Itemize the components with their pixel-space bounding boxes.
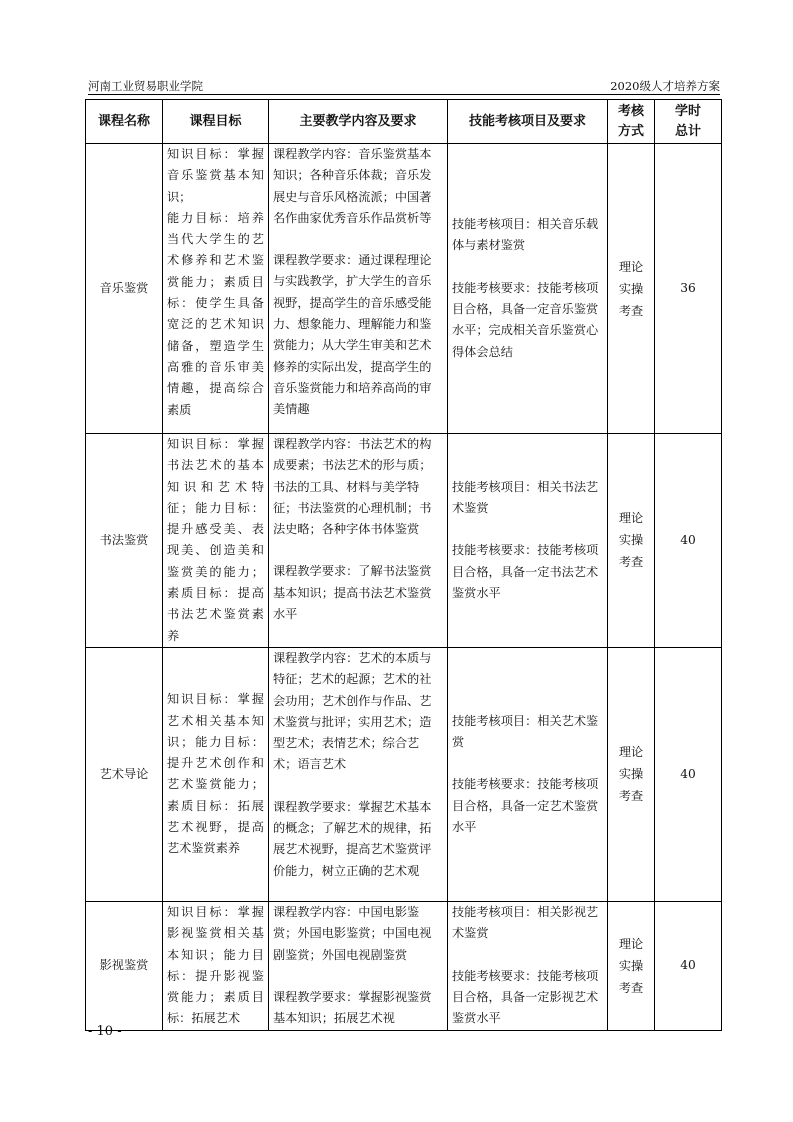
skill-assessment <box>448 434 608 648</box>
col-header-goal: 课程目标 <box>163 100 269 144</box>
skill-requirement-text: 技能考核要求：技能考核项目合格，具备一定音乐鉴赏水平；完成相关音乐鉴赏心得体会总结 <box>452 280 599 359</box>
course-name: 音乐鉴赏 <box>86 144 163 434</box>
skill-item-text: 技能考核项目：相关音乐载体与素材鉴赏 <box>452 217 599 253</box>
page-number: - 10 - <box>88 1024 122 1039</box>
skill-item-text: 技能考核项目：相关影视艺术鉴赏 <box>452 905 599 941</box>
course-goal: 知识目标：掌握艺术相关基本知识；能力目标：提升艺术创作和艺术鉴赏能力；素质目标：拓展艺术视野，提高艺术鉴赏素养 <box>163 647 269 901</box>
course-goal: 知识目标：掌握音乐鉴赏基本知识； 能力目标：培养当代大学生的艺术修养和艺术鉴赏能力；素质目标：使学生具备宽泛的艺术知识储备，塑造学生高雅的音乐审美情趣，提高综合素质 <box>163 144 269 434</box>
col-header-name: 课程名称 <box>86 100 163 144</box>
header-school-name: 河南工业贸易职业学院 <box>88 79 203 93</box>
skill-item-text: 技能考核项目：相关艺术鉴赏 <box>452 713 599 750</box>
exam-method: 理论 实操 考查 <box>608 434 655 648</box>
table-row <box>86 144 722 434</box>
course-content <box>269 647 448 901</box>
skill-assessment <box>448 647 608 901</box>
course-content <box>269 144 448 434</box>
skill-requirement-text: 技能考核要求：技能考核项目合格，具备一定艺术鉴赏水平 <box>452 777 599 834</box>
requirement-text: 课程教学要求：了解书法鉴赏基本知识；提高书法艺术鉴赏水平 <box>273 564 432 622</box>
page-header <box>88 76 720 95</box>
table-row <box>86 434 722 648</box>
course-name: 影视鉴赏 <box>86 901 163 1030</box>
col-header-skill: 技能考核项目及要求 <box>448 100 608 144</box>
exam-method: 理论 实操 考查 <box>608 144 655 434</box>
content-text: 课程教学内容：中国电影鉴赏；外国电影鉴赏；中国电视剧鉴赏；外国电视剧鉴赏 <box>273 904 432 962</box>
col-header-exam: 考核 方式 <box>608 100 655 144</box>
course-table <box>85 99 722 1031</box>
total-hours: 40 <box>655 901 722 1030</box>
skill-requirement-text: 技能考核要求：技能考核项目合格，具备一定影视艺术鉴赏水平 <box>452 968 599 1026</box>
table-header-row <box>86 100 722 144</box>
skill-requirement-text: 技能考核要求：技能考核项目合格，具备一定书法艺术鉴赏水平 <box>452 543 599 600</box>
course-content <box>269 901 448 1030</box>
skill-assessment <box>448 144 608 434</box>
requirement-text: 课程教学要求：掌握艺术基本的概念；了解艺术的规律，拓展艺术视野，提高艺术鉴赏评价能力，树立正确的艺术观 <box>273 799 432 878</box>
col-header-hours: 学时 总计 <box>655 100 722 144</box>
skill-assessment <box>448 901 608 1030</box>
table-row <box>86 647 722 901</box>
table-row <box>86 901 722 1030</box>
total-hours: 40 <box>655 647 722 901</box>
course-goal: 知识目标：掌握书法艺术的基本知识和艺术特征；能力目标：提升感受美、表现美、创造美和鉴赏美的能力；素质目标：提高书法艺术鉴赏素养 <box>163 434 269 648</box>
requirement-text: 课程教学要求：通过课程理论与实践教学，扩大学生的音乐视野，提高学生的音乐感受能力、想象能力、理解能力和鉴赏能力；从大学生审美和艺术修养的实际出发，提高学生的音乐鉴赏能力和培养高尚的审美情趣 <box>273 253 432 417</box>
content-text: 课程教学内容：书法艺术的构成要素；书法艺术的形与质；书法的工具、材料与美学特征；书法鉴赏的心理机制；书法史略；各种字体书体鉴赏 <box>273 437 432 537</box>
content-text: 课程教学内容：音乐鉴赏基本知识；各种音乐体裁；音乐发展史与音乐风格流派；中国著名作曲家优秀音乐作品赏析等 <box>273 147 432 225</box>
course-goal: 知识目标：掌握影视鉴赏相关基本知识；能力目标：提升影视鉴赏能力；素质目标：拓展艺术 <box>163 901 269 1030</box>
exam-method: 理论 实操 考查 <box>608 901 655 1030</box>
course-name: 书法鉴赏 <box>86 434 163 648</box>
col-header-content: 主要教学内容及要求 <box>269 100 448 144</box>
exam-method: 理论 实操 考查 <box>608 647 655 901</box>
skill-item-text: 技能考核项目：相关书法艺术鉴赏 <box>452 479 599 516</box>
course-name: 艺术导论 <box>86 647 163 901</box>
content-text: 课程教学内容：艺术的本质与特征；艺术的起源；艺术的社会功用；艺术创作与作品、艺术鉴赏与批评；实用艺术；造型艺术；表情艺术；综合艺术；语言艺术 <box>273 650 432 772</box>
total-hours: 40 <box>655 434 722 648</box>
total-hours: 36 <box>655 144 722 434</box>
header-doc-title: 2020级人才培养方案 <box>610 79 720 93</box>
requirement-text: 课程教学要求：掌握影视鉴赏基本知识；拓展艺术视 <box>273 989 432 1026</box>
course-content <box>269 434 448 648</box>
